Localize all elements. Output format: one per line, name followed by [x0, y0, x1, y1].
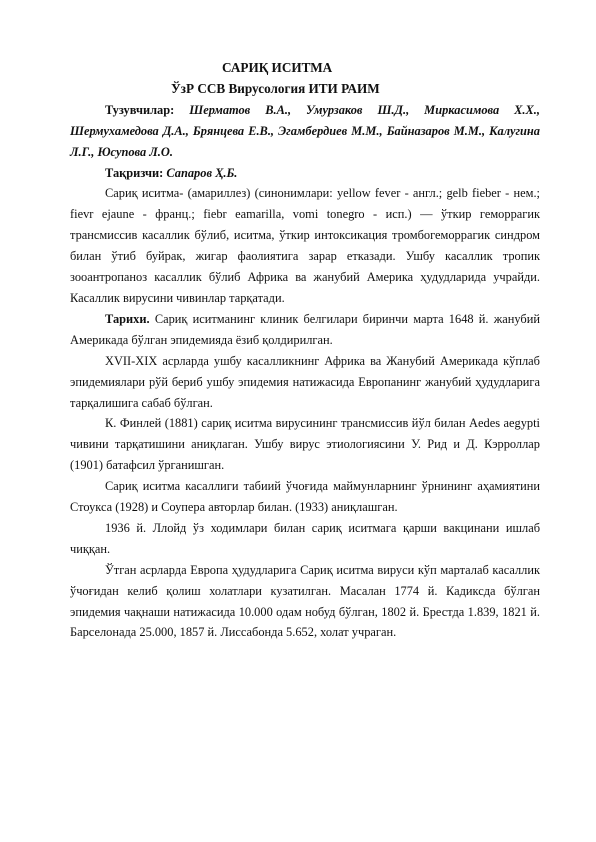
finlay-paragraph: К. Финлей (1881) сариқ иситма вирусининг трансмиссив йўл билан Aedes aegypti чивини тарқатишини аниқлаган. Ушбу вирус этиологиясини У. Рид и Д. Кэрроллар (1901) батафсил ўрганишган. — [70, 416, 540, 473]
reviewer-paragraph — [70, 163, 540, 184]
document-title: САРИҚ ИСИТМА — [222, 60, 333, 75]
centuries-paragraph: XVII-XIX асрларда ушбу касалликнинг Африка ва Жанубий Америкада кўплаб эпидемиялари рўй бериб ушбу эпидемия натижасида Европанинг жанубий ҳудудларига тарқалишига сабаб бўлган. — [70, 353, 540, 410]
history-label: Тарихи. — [105, 311, 150, 326]
history-paragraph — [70, 309, 540, 351]
reviewer-name: Сапаров Ҳ.Б. — [166, 165, 238, 180]
lloyd-paragraph: 1936 й. Ллойд ўз ходимлари билан сариқ иситмага қарши вакцинани ишлаб чиққан. — [70, 520, 540, 556]
authors-paragraph — [70, 100, 540, 163]
intro-paragraph: Сариқ иситма- (амариллез) (синонимлари: yellow fever - англ.; gelb fieber - нем.; fievr ejaune - франц.; fiebr eamarilla, vomi tonegro - исп.) — ўткир геморрагик трансмиссив касаллик бўлиб, иситма, ўткир интоксикация тромбогеморрагик синдром билан ўтиб буйрак, жигар фаолиятига зарар етказади. Ушбу касаллик тропик зооантропаноз касаллик бўлиб Африка ва жанубий Америка ҳудудларида учрайди. Касаллик вирусини чивинлар тарқатади. — [70, 186, 540, 305]
document-subtitle: ЎзР ССВ Вирусология ИТИ РАИМ — [171, 80, 380, 96]
authors-label: Тузувчилар: — [105, 102, 175, 117]
stokes-paragraph: Сариқ иситма касаллиги табиий ўчоғида маймунларнинг ўрнининг аҳамиятини Стоукса (1928) и Соупера авторлар билан. (1933) аниқлашган. — [70, 479, 540, 515]
history-text: Сариқ иситманинг клиник белгилари биринчи марта 1648 й. жанубий Америкада бўлган эпидемияда ёзиб қолдирилган. — [70, 311, 540, 347]
europe-paragraph: Ўтган асрларда Европа ҳудудларига Сариқ иситма вируси кўп марталаб касаллик ўчоғидан келиб қолиш холатлари кузатилган. Масалан 1774 й. Кадиксда бўлган эпидемия чақнаши натижасида 10.000 одам нобуд бўлган, 1802 й. Брестда 1.839, 1821 й. Барселонада 25.000, 1857 й. Лиссабонда 5.652, холат учраган. — [70, 562, 540, 640]
reviewer-label: Тақризчи: — [105, 165, 164, 180]
document-body — [70, 58, 540, 643]
authors-names: Шерматов В.А., Умурзаков Ш.Д., Миркасимова Х.Х., Шермухамедова Д.А., Брянцева Е.В., Эгамбердиев М.М., Байназаров М.М., Калугина Л.Г., Юсупова Л.О. — [70, 102, 540, 159]
